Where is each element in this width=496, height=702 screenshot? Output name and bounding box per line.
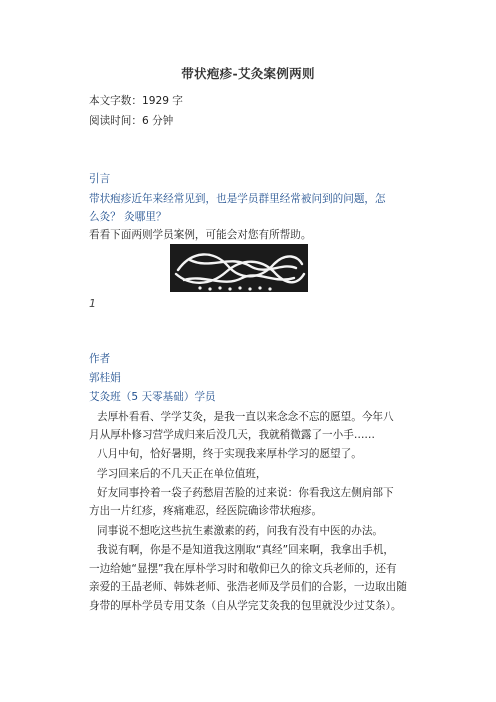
author-name: 郭桂娟 xyxy=(89,372,121,384)
body-line: 好友同事拎着一袋子药愁眉苦脸的过来说：你看我这左侧肩部下 xyxy=(97,487,394,499)
body-line: 身带的厚朴学员专用艾条（自从学完艾灸我的包里就没少过艾条）。 xyxy=(89,600,402,612)
body-line: 去厚朴看看、学学艾灸，是我一直以来念念不忘的愿望。今年八 xyxy=(97,411,394,423)
body-line: 月从厚朴修习营学成归来后没几天，我就稍微露了一小手…… xyxy=(89,429,376,441)
body-line: 亲爱的王晶老师、韩姝老师、张浩老师及学员们的合影，一边取出随 xyxy=(89,581,407,593)
intro-heading: 引言 xyxy=(89,173,111,185)
author-label: 作者 xyxy=(89,353,111,365)
intro-para2: 看看下面两则学员案例，可能会对您有所帮助。 xyxy=(89,229,312,241)
intro-para1-line1: 带状疱疹近年来经常见到，也是学员群里经常被问到的问题，怎 xyxy=(89,193,386,205)
page-title: 带状疱疹-艾灸案例两则 xyxy=(181,66,315,81)
body-line: 方出一片红疹，疼痛难忍，经医院确诊带状疱疹。 xyxy=(89,505,323,517)
body-line: 学习回来后的不几天正在单位值班， xyxy=(97,468,267,480)
body-line: 一边给她“显摆”我在厚朴学习时和敬仰已久的徐文兵老师的，还有 xyxy=(89,563,397,575)
body-line: 我说有啊，你是不是知道我这刚取“真经”回来啊，我拿出手机， xyxy=(97,544,395,556)
body-line: 同事说不想吃这些抗生素激素的药，问我有没有中医的办法。 xyxy=(97,525,384,537)
body-line: 八月中旬，恰好暑期，终于实现我来厚朴学习的愿望了。 xyxy=(97,448,362,460)
intro-para1-line2: 么灸？ 灸哪里？ xyxy=(89,211,167,223)
decorative-flourish-image xyxy=(170,244,308,292)
word-count: 本文字数：1929 字 xyxy=(89,95,183,107)
section-number: 1 xyxy=(89,297,96,310)
read-time: 阅读时间：6 分钟 xyxy=(89,115,174,127)
flourish-icon xyxy=(170,244,308,292)
author-class: 艾灸班（5 天零基础）学员 xyxy=(89,391,216,403)
